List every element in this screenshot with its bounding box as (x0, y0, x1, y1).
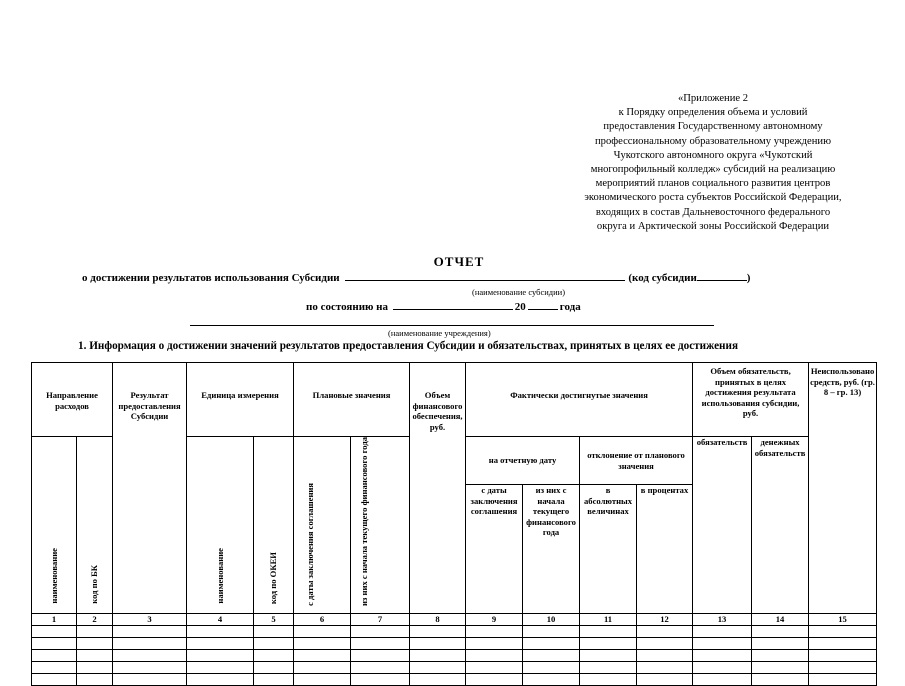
table-cell[interactable] (410, 637, 466, 649)
header-planned-agreement (294, 437, 351, 614)
subsidy-code-field[interactable] (697, 270, 747, 281)
header-result: Результат предоставления Субсидии (113, 363, 187, 614)
table-cell[interactable] (351, 661, 410, 673)
appendix-line: Чукотского автономного округа «Чукотский (613, 149, 813, 161)
header-direction-name (32, 437, 77, 614)
table-cell[interactable] (254, 673, 294, 685)
bk-code-label: код по БК (89, 565, 100, 605)
table-cell[interactable] (187, 637, 254, 649)
table-cell[interactable] (809, 637, 877, 649)
header-deviation: отклонение от планового значения (580, 437, 693, 485)
header-obligations-col: обязательств (693, 437, 752, 614)
date-line-prefix: по состоянию на (306, 301, 389, 313)
column-number: 3 (113, 613, 187, 625)
table-cell[interactable] (254, 649, 294, 661)
section-1-heading: 1. Информация о достижении значений результатов предоставления Субсидии и обязательствах, принятых в целях ее достижения (78, 340, 738, 352)
appendix-line: входящих в состав Дальневосточного федерального (595, 206, 831, 218)
table-cell[interactable] (693, 673, 752, 685)
table-cell[interactable] (752, 649, 809, 661)
header-volume: Объем финансового обеспечения, руб. (410, 363, 466, 614)
table-cell[interactable] (77, 637, 113, 649)
table-cell[interactable] (523, 673, 580, 685)
header-c11: в абсолютных величинах (580, 485, 637, 613)
table-cell[interactable] (637, 661, 693, 673)
table-cell[interactable] (294, 661, 351, 673)
table-cell[interactable] (77, 625, 113, 637)
table-cell[interactable] (187, 673, 254, 685)
header-c10: из них с начала текущего финансового года (523, 485, 580, 613)
table-cell[interactable] (580, 661, 637, 673)
table-cell[interactable] (523, 637, 580, 649)
subsidy-code-label: (код субсидии (628, 272, 697, 284)
table-row (32, 637, 877, 649)
table-cell[interactable] (580, 625, 637, 637)
table-cell[interactable] (637, 673, 693, 685)
report-title: ОТЧЕТ (433, 254, 485, 269)
table-cell[interactable] (752, 661, 809, 673)
table-row (32, 649, 877, 661)
planned-fin-year-label: из них с начала текущего финансового года (359, 437, 370, 607)
year-suffix: года (559, 301, 581, 313)
date-line (306, 299, 581, 313)
table-cell[interactable] (466, 637, 523, 649)
table-cell[interactable] (466, 649, 523, 661)
column-number: 13 (693, 613, 752, 625)
unit-name-label: наименование (214, 548, 225, 605)
table-cell[interactable] (294, 625, 351, 637)
column-number: 10 (523, 613, 580, 625)
table-cell[interactable] (637, 637, 693, 649)
table-row (32, 625, 877, 637)
table-cell[interactable] (187, 661, 254, 673)
table-cell[interactable] (693, 637, 752, 649)
subsidy-name-hint: (наименование субсидии) (472, 287, 566, 297)
direction-name-label: наименование (48, 548, 59, 605)
subsidy-line-prefix: о достижении результатов использования Субсидии (82, 272, 340, 284)
header-unused: Неиспользовано средств, руб. (гр. 8 – гр. 13) (809, 363, 877, 614)
header-planned: Плановые значения (294, 363, 410, 437)
table-cell[interactable] (32, 673, 77, 685)
year-prefix: 20 (514, 301, 526, 313)
appendix-line: экономического роста субъектов Российской Федерации, (584, 192, 842, 204)
table-cell[interactable] (752, 637, 809, 649)
header-report-date: на отчетную дату (466, 437, 580, 485)
column-number: 7 (351, 613, 410, 625)
table-cell[interactable] (254, 637, 294, 649)
table-cell[interactable] (523, 661, 580, 673)
header-unit-name (187, 437, 254, 614)
column-number-row (32, 613, 877, 625)
subsidy-line (82, 270, 750, 284)
table-cell[interactable] (187, 649, 254, 661)
table-row (32, 673, 877, 685)
table-cell[interactable] (32, 625, 77, 637)
table-cell[interactable] (410, 649, 466, 661)
column-number: 6 (294, 613, 351, 625)
appendix-line: к Порядку определения объема и условий (618, 107, 808, 119)
table-cell[interactable] (580, 649, 637, 661)
date-field[interactable] (393, 299, 513, 310)
table-cell[interactable] (637, 649, 693, 661)
table-cell[interactable] (752, 625, 809, 637)
table-cell[interactable] (580, 637, 637, 649)
table-cell[interactable] (77, 661, 113, 673)
table-cell[interactable] (187, 625, 254, 637)
header-direction: Направление расходов (32, 363, 113, 437)
table-cell[interactable] (77, 673, 113, 685)
table-cell[interactable] (693, 649, 752, 661)
column-number: 5 (254, 613, 294, 625)
table-cell[interactable] (580, 673, 637, 685)
column-number: 11 (580, 613, 637, 625)
subsidy-code-close: ) (746, 272, 751, 284)
table-cell[interactable] (466, 661, 523, 673)
table-cell[interactable] (809, 673, 877, 685)
table-cell[interactable] (523, 625, 580, 637)
table-cell[interactable] (32, 661, 77, 673)
table-cell[interactable] (809, 625, 877, 637)
table-cell[interactable] (809, 649, 877, 661)
header-money-obligations: денежных обязательств (752, 437, 809, 614)
table-cell[interactable] (254, 661, 294, 673)
organization-field[interactable] (190, 325, 714, 326)
table-row (32, 661, 877, 673)
table-cell[interactable] (294, 673, 351, 685)
table-cell[interactable] (351, 637, 410, 649)
table-cell[interactable] (809, 661, 877, 673)
column-number: 8 (410, 613, 466, 625)
table-cell[interactable] (523, 649, 580, 661)
header-c9: с даты заключения соглашения (466, 485, 523, 613)
column-number: 4 (187, 613, 254, 625)
column-number: 1 (32, 613, 77, 625)
organization-hint: (наименование учреждения) (388, 328, 491, 338)
table-body (32, 625, 877, 685)
table-cell[interactable] (294, 649, 351, 661)
table-cell[interactable] (294, 637, 351, 649)
column-number: 14 (752, 613, 809, 625)
table-cell[interactable] (113, 649, 187, 661)
column-number: 12 (637, 613, 693, 625)
appendix-block (548, 92, 878, 234)
table-cell[interactable] (693, 661, 752, 673)
appendix-line: профессиональному образовательному учреждению (594, 135, 831, 147)
column-number: 15 (809, 613, 877, 625)
table-cell[interactable] (693, 625, 752, 637)
table-cell[interactable] (113, 661, 187, 673)
table-cell[interactable] (254, 625, 294, 637)
column-number: 2 (77, 613, 113, 625)
table-cell[interactable] (113, 673, 187, 685)
table-cell[interactable] (466, 625, 523, 637)
header-obligations: Объем обязательств, принятых в целях достижения результата использования субсидии, руб. (693, 363, 809, 437)
table-cell[interactable] (351, 625, 410, 637)
header-okei (254, 437, 294, 614)
table-cell[interactable] (77, 649, 113, 661)
table-cell[interactable] (637, 625, 693, 637)
appendix-line: предоставления Государственному автономному (603, 121, 823, 133)
table-cell[interactable] (32, 637, 77, 649)
header-c12: в процентах (637, 485, 693, 613)
okei-label: код по ОКЕИ (268, 551, 279, 605)
table-cell[interactable] (113, 625, 187, 637)
planned-agreement-label: с даты заключения соглашения (305, 483, 316, 607)
table-cell[interactable] (351, 673, 410, 685)
table-cell[interactable] (351, 649, 410, 661)
table-cell[interactable] (113, 637, 187, 649)
appendix-line: округа и Арктической зоны Российской Федерации (596, 220, 830, 232)
table-cell[interactable] (752, 673, 809, 685)
appendix-line: мероприятий планов социального развития центров (595, 178, 831, 190)
table-cell[interactable] (410, 673, 466, 685)
header-bk-code (77, 437, 113, 614)
column-number: 9 (466, 613, 523, 625)
subsidy-name-field[interactable] (345, 270, 625, 281)
year-field[interactable] (528, 299, 558, 310)
appendix-line: многопрофильный колледж» субсидий на реализацию (590, 164, 836, 176)
table-cell[interactable] (410, 625, 466, 637)
table-cell[interactable] (32, 649, 77, 661)
table-cell[interactable] (466, 673, 523, 685)
appendix-line: «Приложение 2 (677, 93, 749, 104)
header-planned-fin-year (351, 437, 410, 614)
header-unit: Единица измерения (187, 363, 294, 437)
results-table (31, 362, 877, 686)
table-cell[interactable] (410, 661, 466, 673)
header-actual: Фактически достигнутые значения (466, 363, 693, 437)
